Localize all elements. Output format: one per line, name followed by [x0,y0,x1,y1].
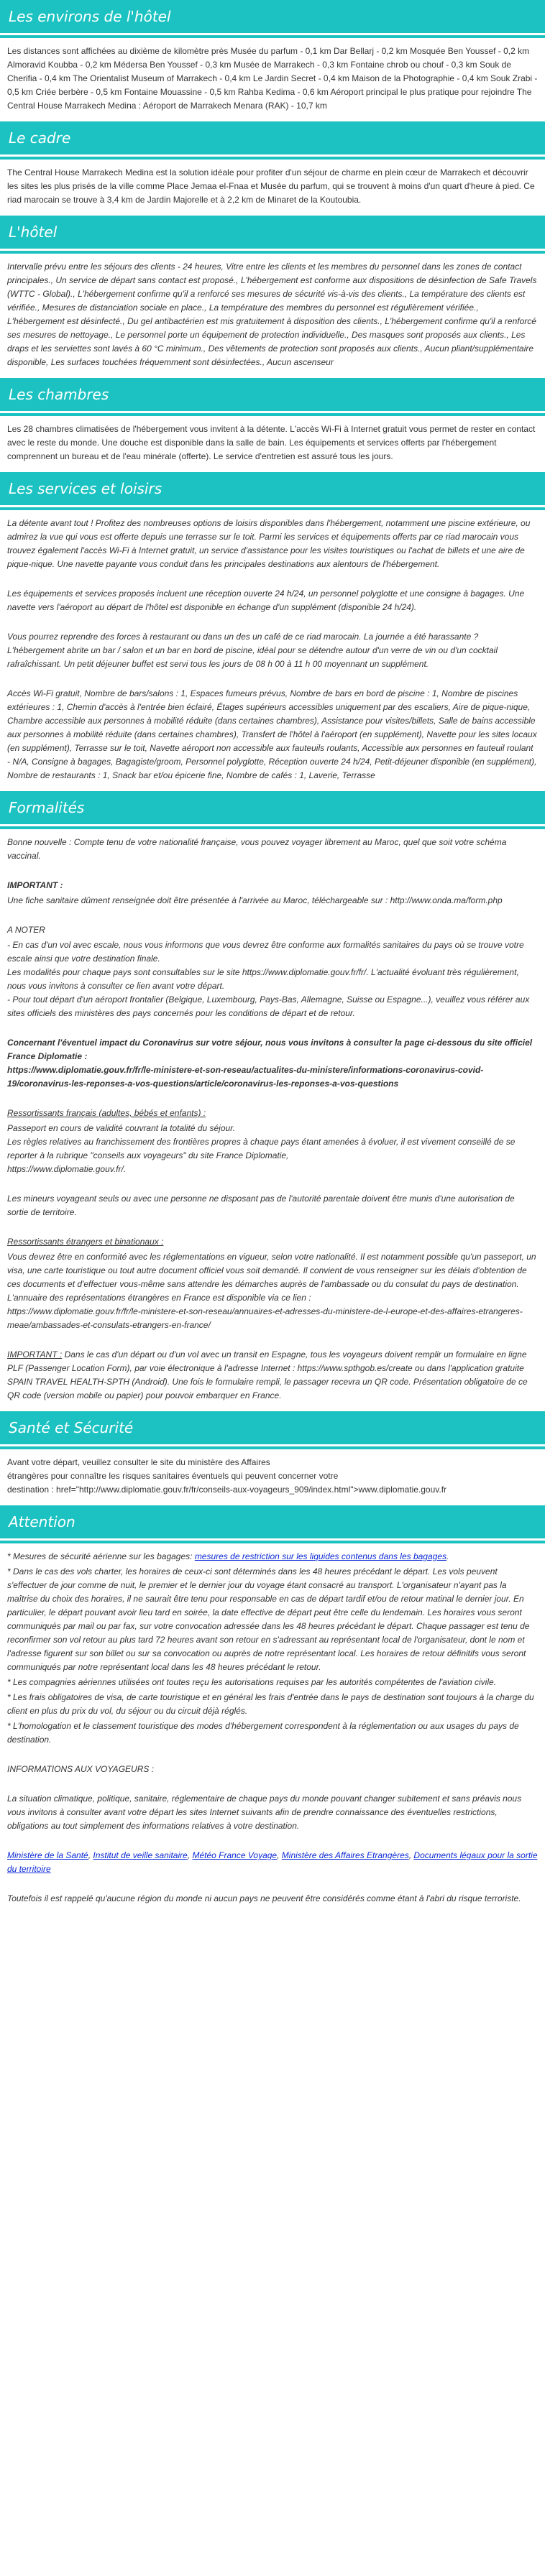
ressortissants-etrangers-text: Vous devrez être en conformité avec les réglementations en vigueur, selon votre nationalité. Il est notamment possible qu'un passeport, un visa, une carte touristique ou tout autre document officiel vous soit demandé. Il convient de vous renseigner sur les délais d'obtention de ces documents et d'effectuer vous-même sans attendre les démarches auprès de l'ambassade ou du consulat du pays de destination. L'annuaire des représentations étrangères en France est disponible via ce lien : https://www.diplomatie.gouv.fr/fr/le-ministere-et-son-reseau/annuaires-et-adresses-du-ministere-de-l-europe-et-des-affaires-etrangeres-meae/ambassades-et-consulats-etrangers-en-france/ [7,1252,536,1330]
link-veille-sanitaire[interactable]: Institut de veille sanitaire [93,1850,188,1860]
bagages-suffix: . [446,1551,449,1561]
mineurs-text: Les mineurs voyageant seuls ou avec une personne ne disposant pas de l'autorité parentale doivent être munis d'une autorisation de sortie de territoire. [7,1194,515,1217]
espagne-transit-text [7,1348,538,1403]
sante-text: Avant votre départ, veuillez consulter le site du ministère des Affaires étrangères pour connaître les risques sanitaires éventuels qui peuvent concerner votre destination : href="http://www.diplomatie.gouv.fr/fr/conseils-aux-voyageurs_909/index.html">www.diplomatie.gouv.fr [7,1457,447,1495]
services-paragraph: Vous pourrez reprendre des forces à restaurant ou dans un des un café de ce riad marocain. La journée a été harassante ? L'hébergement abrite un bar / salon et un bar en bord de piscine, idéal pour se détendre autour d'un verre de vin ou d'un cocktail rafraîchissant. Un petit déjeuner buffet est servi tous les jours de 08 h 00 à 11 h 00 moyennant un supplément. [7,632,498,669]
section-hotel [0,216,545,369]
section-formalites [0,791,545,1403]
coronavirus-notice: Concernant l'éventuel impact du Coronavirus sur votre séjour, nous vous invitons à consulter la page ci-dessous du site officiel France Diplomatie : https://www.diplomatie.gouv.fr/fr/le-ministere-et-son-reseau/actualites-du-ministere/informations-coronavirus-covid-19/coronavirus-les-reponses-a-vos-questions/article/coronavirus-les-reponses-a-vos-questions [7,1038,533,1089]
section-title-environs: Les environs de l'hôtel [0,0,545,33]
attention-bullet-homologation: * L'homologation et le classement touristique des modes d'hébergement correspondent à la réglementation ou aux usages du pays de destination. [7,1721,519,1745]
bagages-prefix: * Mesures de sécurité aérienne sur les bagages: [7,1551,195,1561]
services-paragraph: Les équipements et services proposés incluent une réception ouverte 24 h/24, un personnel polyglotte et une consigne à bagages. Une navette vers l'aéroport au départ de l'hôtel est disponible en échange d'un supplément (disponible 24 h/24). [7,588,525,612]
a-noter-label: A NOTER [7,925,45,935]
official-links: Ministère de la Santé, Institut de veille sanitaire, Météo France Voyage, Ministère des Affaires Etrangères, Documents légaux pour la sortie du territoire [7,1850,538,1874]
section-attention [0,1505,545,1906]
a-noter-text: - En cas d'un vol avec escale, nous vous informons que vous devrez être conforme aux formalités sanitaires du pays où se trouve votre escale ainsi que votre destination finale. Les modalités pour chaque pays sont consultables sur le site https://www.diplomatie.gouv.fr/fr/. L'actualité évoluant très régulièrement, nous vous invitons à consulter ce lien avant votre départ. - Pour tout départ d'un aéroport frontalier (Belgique, Luxembourg, Pays-Bas, Allemagne, Suisse ou Espagne...), veuillez vous référer aux sites officiels des ministères des pays concernés pour les conditions de départ et de retour. [7,940,530,1018]
formalites-intro: Bonne nouvelle : Compte tenu de votre nationalité française, vous pouvez voyager librement au Maroc, quel que soit votre schéma vaccinal. [7,837,507,861]
terrorisme-notice: Toutefois il est rappelé qu'aucune région du monde ni aucun pays ne peuvent être considérés comme étant à l'abri du risque terroriste. [7,1893,521,1903]
attention-bullet-compagnies: * Les compagnies aériennes utilisées ont toutes reçu les autorisations requises par les autorités compétentes de l'aviation civile. [7,1677,496,1687]
section-title-sante: Santé et Sécurité [0,1411,545,1444]
fiche-sanitaire-text: Une fiche sanitaire dûment renseignée doit être présentée à l'arrivée au Maroc, téléchargeable sur : http://www.onda.ma/form.php [7,895,503,905]
section-title-chambres: Les chambres [0,378,545,411]
important-label-2: IMPORTANT : [7,1349,63,1359]
informations-voyageurs-label: INFORMATIONS AUX VOYAGEURS : [7,1764,155,1774]
section-title-formalites: Formalités [0,791,545,824]
chambres-text: Les 28 chambres climatisées de l'hébergement vous invitent à la détente. L'accès Wi-Fi à Internet gratuit vous permet de rester en contact avec le reste du monde. Une douche est disponible dans la salle de bain. Les équipements et services offerts par l'hébergement comprennent un bureau et de l'eau minérale (offerte). Le service d'entretien est assuré tous les jours. [7,424,536,461]
liquids-restriction-link[interactable]: mesures de restriction sur les liquides contenus dans les bagages [194,1551,447,1561]
environs-text: Les distances sont affichées au dixième de kilomètre près Musée du parfum - 0,1 km Dar Bellarj - 0,2 km Mosquée Ben Youssef - 0,2 km Almoravid Koubba - 0,2 km Médersa Ben Youssef - 0,3 km Musée de Marrakech - 0,3 km Fontaine chrob ou chouf - 0,3 km Souk de Cherifia - 0,4 km The Orientalist Museum of Marrakech - 0,4 km Le Jardin Secret - 0,4 km Maison de la Photographie - 0,4 km Souk Zrabi - 0,5 km Criée berbère - 0,5 km Fontaine Mouassine - 0,5 km Rahba Kedima - 0,6 km Aéroport principal le plus pratique pour rejoindre The Central House Marrakech Medina : Aéroport de Marrakech Menara (RAK) - 10,7 km [7,46,538,111]
section-services [0,472,545,783]
services-paragraph: Accès Wi-Fi gratuit, Nombre de bars/salons : 1, Espaces fumeurs prévus, Nombre de bars en bord de piscine : 1, Nombre de piscines extérieures : 1, Chemin d'accès à l'entrée bien éclairé, Étages supérieurs accessibles uniquement par des escaliers, Aire de pique-nique, Chambre accessible aux personnes à mobilité réduite (dans certaines chambres), Assistance pour visites/billets, Salle de bains accessible aux personnes à mobilité réduite (dans certaines chambres), Transfert de l'hôtel à l'aéroport (en supplément), Navette pour les sites locaux (en supplément), Terrasse sur le toit, Navette aéroport non accessible aux fauteuils roulants, Accessible aux personnes en fauteuil roulant - N/A, Consigne à bagages, Bagagiste/groom, Personnel polyglotte, Réception ouverte 24 h/24, Petit-déjeuner disponible (en supplément), Nombre de restaurants : 1, Snack bar et/ou épicerie fine, Nombre de cafés : 1, Laverie, Terrasse [7,688,537,780]
link-documents-sortie[interactable]: Documents légaux pour la sortie du territoire [7,1850,538,1874]
attention-bullet-charter: * Dans le cas des vols charter, les horaires de ceux-ci sont déterminés dans les 48 heures précédant le départ. Les vols peuvent s'effectuer de jour comme de nuit, le premier et le dernier jour du voyage étant consacré au transport. L'organisateur n'ayant pas la maîtrise du choix des horaires, il ne saurait être tenu pour responsable en cas de départ tardif et/ou de retour matinal le dernier jour. En particulier, le départ pouvant avoir lieu tard en soirée, la date effective de départ peut être celle du lendemain. Les horaires vous seront communiqués par mail ou par fax, sur votre convocation adressée dans les 48 heures précédant le départ. Chaque passager est tenu de reconfirmer son vol retour au plus tard 72 heures avant son retour en s'adressant au représentant local de l'organisateur, dont le nom et l'adresse figurent sur son billet ou sur sa convocation ou auprès de notre représentant local. Les horaires de retour définitifs vous seront communiqués par notre représentant local dans les 48 heures précédant le retour. [7,1566,530,1672]
informations-voyageurs-text: La situation climatique, politique, sanitaire, réglementaire de chaque pays du monde pouvant changer subitement et sans préavis nous vous invitons à consulter avant votre départ les sites Internet suivants afin de prendre connaissance des éventuelles restrictions, obligations au tout simplement des informations relatives à votre destination. [7,1793,522,1831]
ressortissants-francais-text: Passeport en cours de validité couvrant la totalité du séjour. Les règles relatives au franchissement des frontières propres à chaque pays étant amenées à évoluer, il est vivement conseillé de se reporter à la rubrique "conseils aux voyageurs" du site France Diplomatie, https://www.diplomatie.gouv.fr/. [7,1123,516,1174]
attention-bullet-visa: * Les frais obligatoires de visa, de carte touristique et en général les frais d'entrée dans le pays de destination sont toujours à la charge du client en plus du prix du vol, du séjour ou du circuit déjà réglés. [7,1692,534,1716]
cadre-text: The Central House Marrakech Medina est la solution idéale pour profiter d'un séjour de charme en plein cœur de Marrakech et découvrir les sites les plus prisés de la ville comme Place Jemaa el-Fnaa et Musée du parfum, qui se trouvent à moins d'un quart d'heure à pied. Ce riad marocain se trouve à 3,4 km de Jardin Majorelle et à 2,2 km de Minaret de la Koutoubia. [7,167,535,205]
section-cadre [0,121,545,207]
section-title-services: Les services et loisirs [0,472,545,505]
link-meteo-france[interactable]: Météo France Voyage [192,1850,278,1860]
section-sante [0,1411,545,1497]
section-chambres [0,378,545,463]
ressortissants-etrangers-label: Ressortissants étrangers et binationaux : [7,1237,164,1247]
section-title-hotel: L'hôtel [0,216,545,249]
section-title-attention: Attention [0,1505,545,1538]
ressortissants-francais-label: Ressortissants français (adultes, bébés et enfants) : [7,1108,206,1118]
important-label: IMPORTANT : [7,880,63,890]
link-affaires-etrangeres[interactable]: Ministère des Affaires Etrangères [281,1850,409,1860]
attention-bullet-bagages [7,1550,538,1564]
link-ministere-sante[interactable]: Ministère de la Santé [7,1850,88,1860]
espagne-transit-body: Dans le cas d'un départ ou d'un vol avec un transit en Espagne, tous les voyageurs doivent remplir un formulaire en ligne PLF (Passenger Location Form), par voie électronique à l'adresse Internet : https://www.spthgob.es/create ou dans l'application gratuite SPAIN TRAVEL HEALTH-SPTH (Android). Une fois le formulaire rempli, le passager recevra un QR code. Présentation obligatoire de ce QR code (version mobile ou papier) pour pouvoir embarquer en France. [7,1349,528,1400]
section-title-cadre: Le cadre [0,121,545,154]
services-paragraph: La détente avant tout ! Profitez des nombreuses options de loisirs disponibles dans l'hébergement, notamment une piscine extérieure, ou admirez la vue qui vous est offerte depuis une terrasse sur le toit. Parmi les services et équipements offerts par ce riad marocain vous trouvez également l'accès Wi-Fi à Internet gratuit, un service d'assistance pour les visites touristiques ou l'achat de billets et une aire de pique-nique. Une navette payante vous conduit dans les principales destinations aux alentours de l'hébergement. [7,518,531,569]
section-environs [0,0,545,113]
hotel-text: Intervalle prévu entre les séjours des clients - 24 heures, Vitre entre les clients et les membres du personnel dans les zones de contact principales., Un service de départ sans contact est proposé., L'hébergement est conforme aux dispositions de désinfection de Safe Travels (WTTC - Global)., L'hébergement confirme qu'il a renforcé ses mesures de sécurité vis-à-vis des clients., La température des clients est vérifiée., Mesures de distanciation sociale en place., La température des membres du personnel est régulièrement vérifiée., L'hébergement est désinfecté., Du gel antibactérien est mis gratuitement à disposition des clients., L'hébergement confirme qu'il a renforcé ses mesures de nettoyage., Le personnel porte un équipement de protection individuelle., Des masques sont proposés aux clients., Les draps et les serviettes sont lavés à 60 °C minimum., Des vêtements de protection sont proposés aux clients., Aucun pliant/supplémentaire disponible, Les surfaces touchées fréquemment sont désinfectées., Aucun ascenseur [7,262,537,367]
